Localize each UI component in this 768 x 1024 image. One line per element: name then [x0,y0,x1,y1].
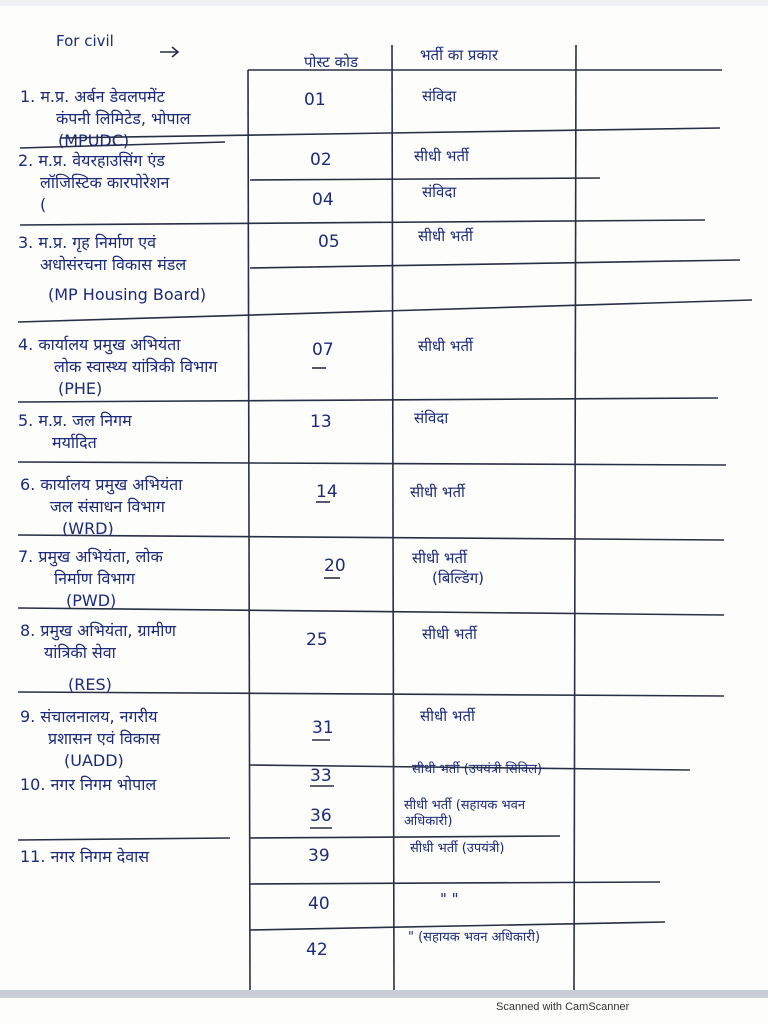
org-line: कंपनी लिमिटेड, भोपाल [56,109,191,128]
header-recruitment-type: भर्ती का प्रकार [420,46,498,64]
post-code: 13 [310,412,332,432]
post-code: 39 [308,846,330,866]
org-line: लॉजिस्टिक कारपोरेशन [40,173,170,192]
org-line: 11. नगर निगम देवास [20,847,150,866]
org-line: निर्माण विभाग [54,569,135,588]
org-entry-6 [20,474,182,540]
header-post-code: पोस्ट कोड [304,53,358,71]
org-line: 10. नगर निगम भोपाल [20,775,157,794]
org-line: अधोसंरचना विकास मंडल [40,255,187,274]
recruitment-type: संविदा [414,409,449,427]
recruitment-type: सीधी भर्ती [410,483,465,501]
org-abbrev: (MP Housing Board) [48,285,207,304]
org-entry-3 [18,232,206,306]
org-entry-8 [20,620,176,696]
scanner-watermark: Scanned with CamScanner [496,1001,630,1013]
org-abbrev: (MPUDC) [58,131,130,150]
org-abbrev: ( [40,195,47,214]
org-line: 4. कार्यालय प्रमुख अभियंता [18,335,181,354]
post-code: 42 [306,940,328,960]
post-code: 33 [310,766,332,786]
org-line: मर्यादित [52,433,97,452]
recruitment-type: सीधी भर्ती (उपयंत्री) [410,841,505,856]
recruitment-type: सीधी भर्ती [420,707,475,725]
recruitment-type: सीधी भर्ती [418,227,473,245]
org-entry-9 [20,706,160,772]
org-line: 5. म.प्र. जल निगम [18,411,132,430]
recruitment-type: सीधी भर्ती [412,549,467,567]
recruitment-type: सीधी भर्ती (सहायक भवन अधिकारी) [404,798,526,829]
org-line: जल संसाधन विभाग [50,497,165,516]
post-code: 40 [308,894,330,914]
org-entry-7 [18,546,163,612]
org-line: प्रशासन एवं विकास [48,729,161,748]
recruitment-type: सीधी भर्ती [414,147,469,165]
recruitment-type-note: (बिल्डिंग) [432,569,485,587]
post-code: 07 [312,340,334,360]
post-code: 31 [312,718,334,738]
org-entry-4 [18,334,217,400]
org-line: 1. म.प्र. अर्बन डेवलपमेंट [20,87,165,106]
org-line: यांत्रिकी सेवा [44,643,116,662]
recruitment-type: संविदा [422,183,457,201]
post-code: 14 [316,482,338,502]
post-code: 20 [324,556,346,576]
org-line: 2. म.प्र. वेयरहाउसिंग एंड [18,151,165,170]
org-entry-5 [18,410,132,454]
post-code: 01 [304,90,326,110]
org-line: लोक स्वास्थ्य यांत्रिकी विभाग [54,357,218,376]
recruitment-type: " (सहायक भवन अधिकारी) [408,930,541,945]
org-abbrev: (RES) [68,675,112,694]
page-title: For civil [56,32,114,50]
recruitment-type: सीधी भर्ती (उपयंत्री सिविल) [412,762,543,777]
org-entry-1 [20,86,190,152]
recruitment-type: सीधी भर्ती [418,337,473,355]
org-line: 9. संचालनालय, नगरीय [20,707,158,726]
post-code: 02 [310,150,332,170]
post-code: 04 [312,190,334,210]
org-abbrev: (UADD) [64,751,124,770]
recruitment-type: संविदा [422,87,457,105]
org-line: 6. कार्यालय प्रमुख अभियंता [20,475,183,494]
org-abbrev: (WRD) [62,519,114,538]
org-line: 7. प्रमुख अभियंता, लोक [18,547,163,566]
org-abbrev: (PHE) [58,379,103,398]
post-code: 05 [318,232,340,252]
org-line: 3. म.प्र. गृह निर्माण एवं [18,233,157,252]
org-abbrev: (PWD) [66,591,117,610]
post-code: 25 [306,630,328,650]
recruitment-type: " " [440,890,459,908]
org-entry-10 [20,774,156,796]
recruitment-type: सीधी भर्ती [422,625,477,643]
org-line: 8. प्रमुख अभियंता, ग्रामीण [20,621,176,640]
post-code: 36 [310,806,332,826]
org-entry-2 [18,150,169,216]
scan-bottom-edge [0,990,768,998]
org-entry-11 [20,846,149,868]
